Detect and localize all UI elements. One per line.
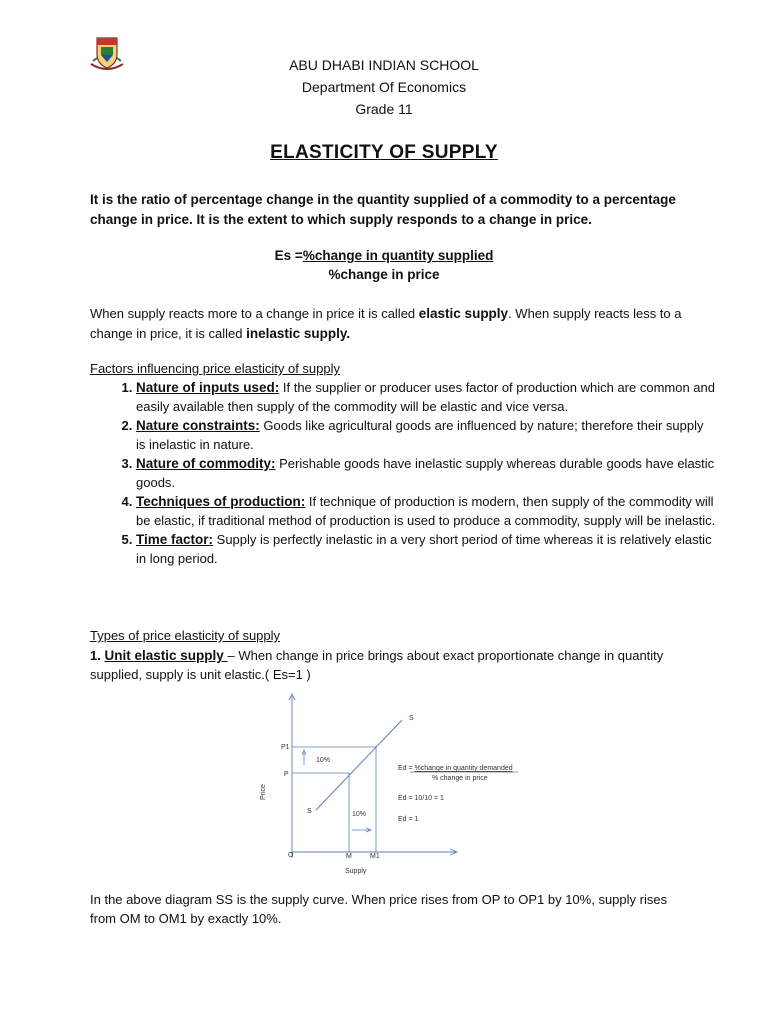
- department-name: Department Of Economics: [301, 79, 467, 95]
- definition-paragraph: It is the ratio of percentage change in the quantity supplied of a commodity to a percentage change in price. It is the extent to which supply responds to a change in price.: [90, 192, 676, 227]
- factors-heading: Factors influencing price elasticity of supply: [90, 361, 341, 376]
- factor-title: Nature of inputs used:: [136, 380, 280, 395]
- factor-title: Time factor:: [136, 532, 214, 547]
- diagram-caption: In the above diagram SS is the supply curve. When price rises from OP to OP1 by 10%, supply rises from OM to OM1 by exactly 10%.: [90, 892, 668, 926]
- m1-label: M1: [370, 853, 380, 860]
- factor-text: If technique of production is modern, then supply of the commodity will be elastic, if traditional method of production is used to produce a commodity, supply will be inelastic.: [136, 494, 716, 528]
- curve-bottom-label: S: [307, 808, 312, 815]
- ed-formula-line: [398, 765, 513, 772]
- list-item: [136, 492, 716, 530]
- list-item: [136, 454, 716, 492]
- inelastic-term: inelastic supply.: [246, 326, 351, 341]
- formula-denominator: %change in price: [328, 267, 440, 282]
- unit-elastic-supply-diagram: [252, 690, 532, 885]
- factor-text: If the supplier or producer uses factor of production which are common and easily available then supply of the commodity will be elastic and vice versa.: [136, 380, 715, 414]
- type-number: 1.: [90, 648, 105, 663]
- elastic-term: elastic supply: [418, 306, 509, 321]
- elastic-text-2: . When supply reacts less to a change in price, it is called: [90, 306, 682, 341]
- ed-prefix: Ed =: [398, 765, 415, 772]
- y-axis-label: Price: [260, 784, 267, 800]
- factor-title: Nature constraints:: [136, 418, 260, 433]
- page-title: ELASTICITY OF SUPPLY: [270, 142, 498, 163]
- x-axis-label: Supply: [345, 868, 367, 875]
- factor-title: Nature of commodity:: [136, 456, 276, 471]
- factor-title: Techniques of production:: [136, 494, 306, 509]
- p-label: P: [284, 771, 289, 778]
- origin-label: O: [288, 852, 294, 859]
- grade-label: Grade 11: [355, 101, 413, 117]
- elastic-text-1: When supply reacts more to a change in price it is called: [90, 306, 419, 321]
- list-item: [136, 530, 716, 568]
- type-label: Unit elastic supply: [104, 648, 228, 663]
- school-name: ABU DHABI INDIAN SCHOOL: [289, 57, 479, 73]
- list-item: [136, 416, 716, 454]
- formula-prefix: Es =: [274, 248, 303, 263]
- qty-change-label: 10%: [352, 811, 367, 818]
- type-text: – When change in price brings about exact proportionate change in quantity supplied, supply is unit elastic.( Es=1 ): [90, 648, 664, 682]
- p1-label: P1: [281, 744, 290, 751]
- elastic-paragraph: [90, 304, 690, 344]
- ed-calculation: Ed = 10/10 = 1: [398, 795, 444, 802]
- unit-elastic-paragraph: [90, 646, 690, 684]
- factor-text: Perishable goods have inelastic supply whereas durable goods have elastic goods.: [136, 456, 715, 490]
- supply-curve: [316, 720, 402, 810]
- curve-top-label: S: [409, 715, 414, 722]
- formula-numerator: %change in quantity supplied: [302, 248, 494, 263]
- ed-result: Ed = 1: [398, 816, 419, 823]
- formula-numerator-line: [0, 248, 768, 263]
- m-label: M: [346, 853, 352, 860]
- ed-denominator: % change in price: [432, 775, 488, 782]
- types-heading: Types of price elasticity of supply: [90, 628, 281, 643]
- factor-text: Goods like agricultural goods are influenced by nature; therefore their supply is inelastic in nature.: [136, 418, 704, 452]
- ed-numerator: %change in quantity demanded: [414, 765, 513, 772]
- price-change-label: 10%: [316, 757, 331, 764]
- factors-list: [90, 378, 716, 568]
- list-item: [136, 378, 716, 416]
- factor-text: Supply is perfectly inelastic in a very short period of time whereas it is relatively elastic in long period.: [136, 532, 712, 566]
